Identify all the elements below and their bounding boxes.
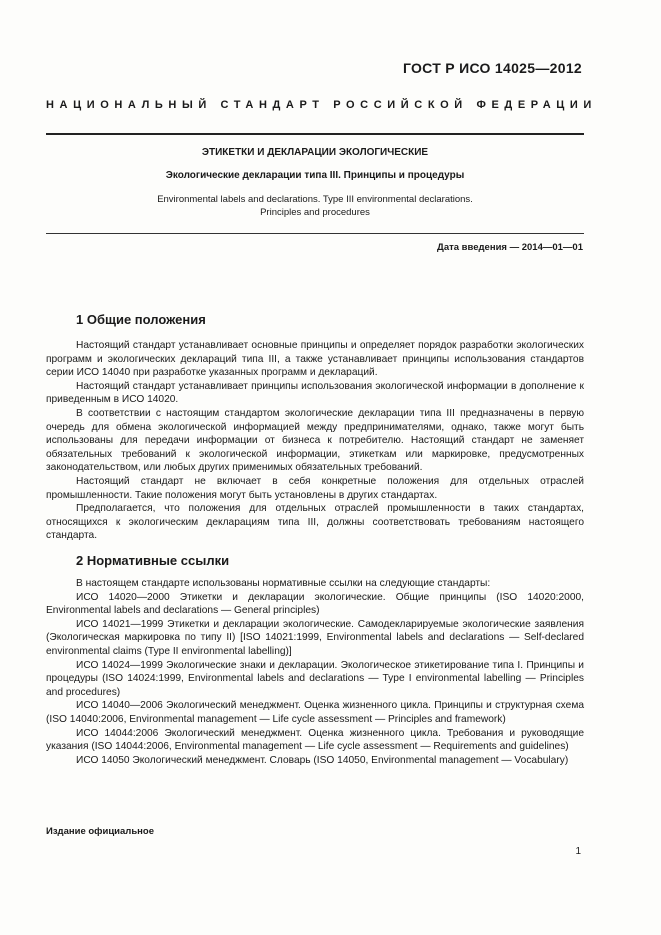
section-1-heading: 1 Общие положения [76, 312, 206, 327]
document-title: ЭТИКЕТКИ И ДЕКЛАРАЦИИ ЭКОЛОГИЧЕСКИЕ [201, 147, 429, 158]
section-1-body [46, 339, 584, 543]
reference-item: ИСО 14020—2000 Этикетки и декларации экологические. Общие принципы (ISO 14020:2000, Environmental labels and declarations — General principles) [46, 591, 584, 617]
reference-item: ИСО 14044:2006 Экологический менеджмент. Оценка жизненного цикла. Требования и руководящие указания (ISO 14044:2006, Environmental management — Life cycle assessment — Requirements and guidelines) [46, 727, 584, 753]
introduction-date: Дата введения — 2014—01—01 [437, 242, 583, 253]
paragraph: Настоящий стандарт устанавливает основные принципы и определяет порядок разработки экологических программ и экологических деклараций типа III, а также устанавливает принципы использования стандартов серии ИСО 14040 при разработке указанных программ и деклараций. [46, 340, 584, 379]
national-standard-banner: НАЦИОНАЛЬНЫЙ СТАНДАРТ РОССИЙСКОЙ ФЕДЕРАЦИИ [46, 99, 597, 111]
title-divider [46, 233, 584, 234]
reference-item: ИСО 14021—1999 Этикетки и декларации экологические. Самодекларируемые экологические заявления (Экологическая маркировка по типу II) [ISO 14021:1999, Environmental labels and declarations — Self-declared environmental claims (Type II environmental labelling)] [46, 618, 584, 657]
reference-item: ИСО 14050 Экологический менеджмент. Словарь (ISO 14050, Environmental management — Vocabulary) [76, 754, 569, 766]
paragraph: В настоящем стандарте использованы нормативные ссылки на следующие стандарты: [76, 578, 491, 589]
header-divider [46, 133, 584, 135]
reference-item: ИСО 14024—1999 Экологические знаки и декларации. Экологическое этикетирование типа I. Принципы и процедуры (ISO 14024:1999, Environmental labels and declarations — Type I environmental labelling — Principles and procedures) [46, 659, 584, 698]
document-title-english [46, 194, 584, 219]
section-2-body [46, 577, 584, 767]
paragraph: Настоящий стандарт не включает в себя конкретные положения для отдельных отраслей промышленности. Такие положения могут быть установлены в других стандартах. [46, 475, 584, 501]
title-english-line-1: Environmental labels and declarations. Type III environmental declarations. [157, 194, 473, 205]
document-subtitle: Экологические декларации типа III. Принципы и процедуры [165, 170, 465, 181]
paragraph: Настоящий стандарт устанавливает принципы использования экологической информации в дополнение к приведенным в ИСО 14020. [46, 380, 584, 406]
official-edition-label: Издание официальное [46, 826, 154, 837]
document-code: ГОСТ Р ИСО 14025—2012 [402, 60, 582, 76]
paragraph: Предполагается, что положения для отдельных отраслей промышленности в таких стандартах, относящихся к экологическим декларациям типа III, должны соответствовать требованиям настоящего стандарта. [46, 503, 584, 542]
paragraph: В соответствии с настоящим стандартом экологические декларации типа III предназначены в первую очередь для обмена экологической информацией между предпринимателями, однако, также могут быть использованы для передачи информации от бизнеса к потребителю. Настоящий стандарт не заменяет обязательных требований к экологической информации, этикеткам или маркировке, предусмотренных законодательством, или любых других применимых обязательных требований. [46, 407, 584, 474]
title-english-line-2: Principles and procedures [260, 206, 370, 218]
section-2-heading: 2 Нормативные ссылки [76, 553, 230, 568]
reference-item: ИСО 14040—2006 Экологический менеджмент. Оценка жизненного цикла. Принципы и структурная схема (ISO 14040:2006, Environmental management — Life cycle assessment — Principles and framework) [46, 700, 584, 725]
page-number: 1 [575, 846, 581, 857]
